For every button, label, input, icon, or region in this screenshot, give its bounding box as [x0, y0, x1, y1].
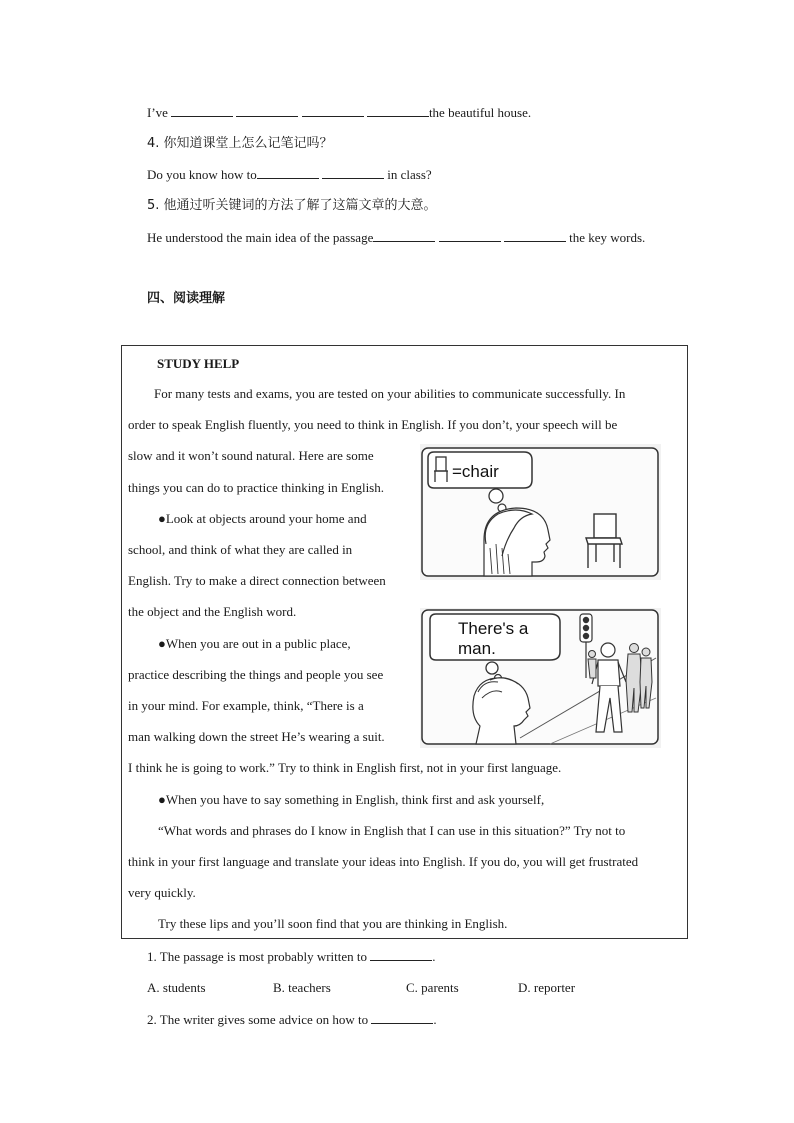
q5-prefix: He understood the main idea of the passage: [147, 230, 374, 245]
q5-suffix: the key words.: [565, 230, 646, 245]
chair-label: =chair: [452, 462, 499, 481]
blank-field[interactable]: [370, 948, 432, 961]
reading-passage-box: [121, 345, 688, 939]
passage-line: I think he is going to work.” Try to think in English first, not in your first language.: [128, 760, 562, 775]
option-d[interactable]: D. reporter: [518, 980, 576, 995]
passage-line: very quickly.: [128, 885, 196, 900]
option-b[interactable]: B. teachers: [273, 980, 331, 995]
q1-prompt: 1. The passage is most probably written to: [147, 949, 368, 964]
option-c[interactable]: C. parents: [406, 980, 459, 995]
q2-end: .: [433, 1012, 437, 1027]
passage-line: “What words and phrases do I know in English that I can use in this situation?” Try not to: [158, 823, 626, 838]
bubble-text-line2: man.: [458, 639, 496, 658]
passage-title: STUDY HELP: [157, 356, 240, 371]
question-4-chinese: 4. 你知道课堂上怎么记笔记吗？: [147, 136, 333, 151]
blank-field[interactable]: [322, 166, 384, 179]
exercise-line-1: [147, 104, 531, 121]
bullet-line: ●When you are out in a public place,: [158, 636, 351, 651]
passage-line: For many tests and exams, you are tested on your abilities to communicate successfully. In: [154, 386, 626, 401]
bullet-line: ●Look at objects around your home and: [158, 511, 367, 526]
bubble-text-line1: There's a: [458, 619, 529, 638]
blank-field[interactable]: [367, 104, 429, 117]
blank-field[interactable]: [257, 166, 319, 179]
blank-field[interactable]: [236, 104, 298, 117]
passage-line: slow and it won’t sound natural. Here are some: [128, 448, 374, 463]
q1-end: .: [432, 949, 436, 964]
bullet-line: ●When you have to say something in English, think first and ask yourself,: [158, 792, 545, 807]
man-illustration-svg: [420, 608, 661, 748]
q4-suffix: in class?: [384, 167, 432, 182]
section-heading: 四、阅读理解: [147, 291, 226, 306]
passage-line: practice describing the things and people you see: [128, 667, 384, 682]
passage-line: in your mind. For example, think, “There is a: [128, 698, 364, 713]
question-1: [147, 948, 436, 965]
passage-line: Try these lips and you’ll soon find that you are thinking in English.: [158, 916, 508, 931]
man-illustration: [420, 608, 661, 748]
chair-illustration-svg: [420, 444, 661, 580]
blank-field[interactable]: [302, 104, 364, 117]
blank-field[interactable]: [504, 229, 566, 242]
blank-field[interactable]: [171, 104, 233, 117]
option-a[interactable]: A. students: [147, 980, 206, 995]
blank-field[interactable]: [371, 1011, 433, 1024]
q2-prompt: 2. The writer gives some advice on how to: [147, 1012, 369, 1027]
passage-line: think in your first language and translate your ideas into English. If you do, you will get frustrated: [128, 854, 639, 869]
passage-line: things you can do to practice thinking in English.: [128, 480, 384, 495]
question-5-english: [147, 229, 645, 246]
passage-line: order to speak English fluently, you need to think in English. If you don’t, your speech will be: [128, 417, 618, 432]
passage-line: the object and the English word.: [128, 604, 297, 619]
passage-line: man walking down the street He’s wearing a suit.: [128, 729, 385, 744]
question-5-chinese: 5. 他通过听关键词的方法了解了这篇文章的大意。: [147, 198, 437, 213]
blank-field[interactable]: [439, 229, 501, 242]
question-4-english: [147, 166, 432, 183]
q4-prefix: Do you know how to: [147, 167, 257, 182]
passage-line: English. Try to make a direct connection between: [128, 573, 386, 588]
chair-illustration: [420, 444, 661, 580]
passage-line: school, and think of what they are called in: [128, 542, 353, 557]
blank-field[interactable]: [373, 229, 435, 242]
question-2: [147, 1011, 437, 1028]
line1-suffix: the beautiful house.: [428, 105, 532, 120]
line1-prefix: I’ve: [147, 105, 168, 120]
